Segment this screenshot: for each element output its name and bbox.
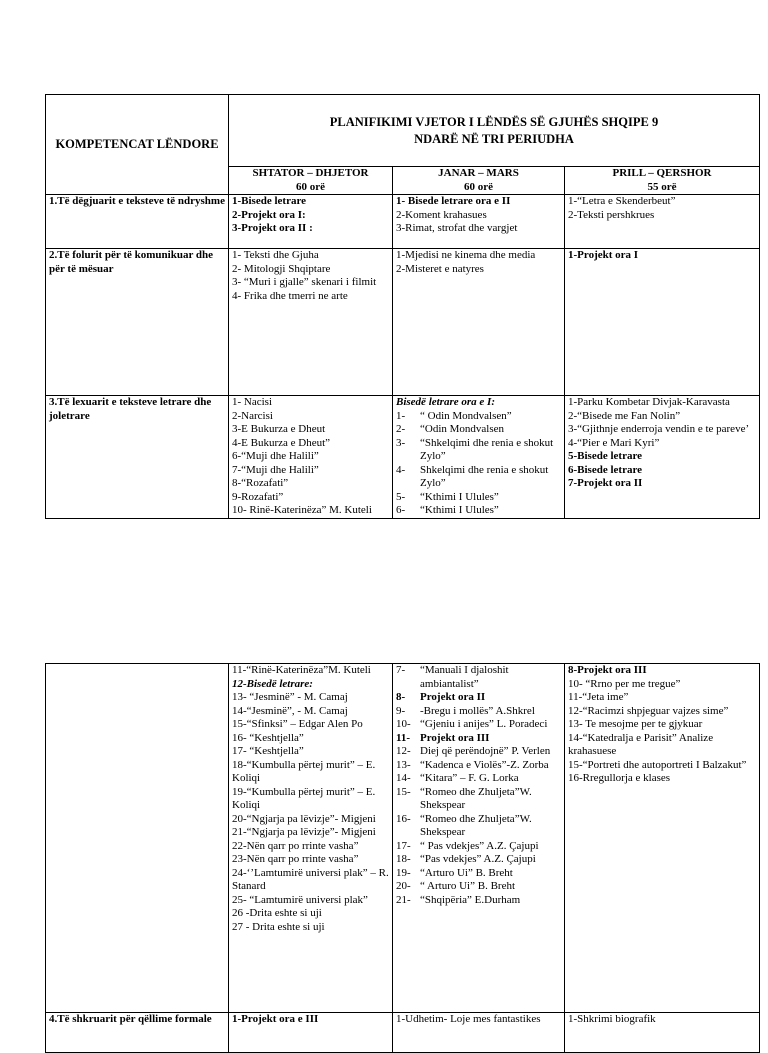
list-text: “Kthimi I Ulules” (420, 490, 499, 503)
list-item: 3-E Bukurza e Dheut (232, 423, 326, 435)
list-item: 1- Bisede letrare ora e II (396, 195, 511, 207)
plan-table-page1 (45, 94, 760, 519)
list-item: 20-“Ngjarja pa lëvizje”- Migjeni (232, 812, 376, 825)
table-row (46, 249, 760, 396)
list-item: 2-Projekt ora I: (232, 208, 306, 221)
title-line-2: NDARË NË TRI PERIUDHA (414, 131, 574, 146)
list-item: 1-Parku Kombetar Divjak-Karavasta (568, 396, 730, 408)
list-number: 10- (396, 718, 411, 730)
list-text: “Kadenca e Violës”-Z. Zorba (420, 758, 549, 771)
list-text: “ Odin Mondvalsen” (420, 409, 512, 422)
list-number: 15- (396, 785, 411, 798)
cell-row4-p3: 1-Shkrimi biografik (565, 1013, 760, 1053)
list-number: 1- (396, 409, 406, 422)
list-item: 25- “Lamtumirë universi plak” (232, 893, 368, 906)
period-hours: 60 orë (463, 180, 493, 193)
list-text: “Shqipëria” E.Durham (420, 893, 521, 906)
list-item (396, 491, 561, 505)
list-item: 4-E Bukurza e Dheut” (232, 436, 331, 449)
list-item: 1- Nacisi (232, 396, 273, 408)
list-item: 4- Frika dhe tmerri ne arte (232, 289, 348, 302)
period-header-3 (565, 167, 760, 195)
list-item: 12-“Racimzi shpjeguar vajzes sime” (568, 704, 729, 717)
list-item (396, 705, 561, 719)
list-number: 5- (396, 490, 406, 503)
list-item: 11-“Rinë-Katerinëza”M. Kuteli (232, 664, 371, 676)
period-header-1 (229, 167, 393, 195)
cell-cont-p2 (393, 664, 565, 1013)
list-number: 8- (396, 691, 406, 703)
list-item (396, 691, 561, 705)
list-item: 2-Misteret e natyres (396, 262, 484, 275)
list-item: 16- “Keshtjella” (232, 731, 304, 744)
list-number: 14- (396, 772, 411, 784)
numbered-list (396, 410, 561, 518)
list-item: 13- “Jesminë” - M. Camaj (232, 691, 348, 703)
list-item (396, 437, 561, 464)
list-text: Diej që perëndojnë” P. Verlen (420, 745, 551, 757)
list-item: 17- “Keshtjella” (232, 745, 304, 757)
list-item: 11-“Jeta ime” (568, 691, 629, 703)
period-header-2 (393, 167, 565, 195)
list-item: 1-Projekt ora I (568, 249, 639, 261)
list-number: 17- (396, 839, 411, 852)
list-item: 3- “Muri i gjalle” skenari i filmit (232, 276, 377, 288)
cell-cont-p3 (565, 664, 760, 1013)
list-text: Projekt ora II (420, 691, 486, 703)
list-item (396, 718, 561, 732)
list-text: “Manuali I djaloshit ambiantalist” (420, 664, 509, 690)
cell-row2-p3 (565, 249, 760, 396)
cell-row1-p1 (229, 195, 393, 249)
list-item (396, 664, 561, 691)
plan-table-page2 (45, 663, 760, 1053)
list-item: 10- “Rrno per me tregue” (568, 677, 681, 690)
cell-row3-p2 (393, 396, 565, 519)
list-number: 20- (396, 880, 411, 892)
list-item: 15-“Portreti dhe autoportreti I Balzakut” (568, 758, 747, 771)
list-item: 5-Bisede letrare (568, 450, 643, 462)
list-text: “Gjeniu i anijes” L. Poradeci (420, 718, 548, 730)
list-number: 21- (396, 893, 411, 906)
list-item: 8-Projekt ora III (568, 664, 647, 676)
list-text: Shkelqimi dhe renia e shokut Zylo” (420, 463, 549, 489)
list-item: 2-Koment krahasues (396, 208, 487, 221)
competency-cell: 2.Të folurit për të komunikuar dhe për të mësuar (46, 249, 229, 396)
cell-heading: Bisedë letrare ora e I: (396, 396, 495, 408)
list-item: 2- Mitologji Shqiptare (232, 262, 331, 275)
list-text: “Romeo dhe Zhuljeta”W. Shekspear (420, 812, 532, 838)
list-item: 18-“Kumbulla përtej murit” – E. Koliqi (232, 758, 376, 784)
list-item: 3-Projekt ora II : (232, 222, 313, 234)
list-item: 6-Bisede letrare (568, 463, 643, 476)
table-row (46, 396, 760, 519)
title-line-1: PLANIFIKIMI VJETOR I LËNDËS SË GJUHËS SHQIPE 9 (329, 114, 659, 129)
cell-row3-p1 (229, 396, 393, 519)
period-name: PRILL – QERSHOR (612, 167, 712, 179)
list-number: 13- (396, 758, 411, 771)
list-item (396, 732, 561, 746)
list-item: 2-“Bisede me Fan Nolin” (568, 409, 681, 422)
period-hours: 60 orë (295, 180, 325, 193)
cell-cont-p1 (229, 664, 393, 1013)
competency-cell: 4.Të shkruarit për qëllime formale (46, 1013, 229, 1053)
list-item: 3-“Gjithnje enderroja vendin e te pareve’ (568, 423, 750, 435)
period-name: SHTATOR – DHJETOR (252, 167, 369, 179)
list-text: “ Pas vdekjes” A.Z. Çajupi (420, 839, 539, 852)
list-item: 7-“Muji dhe Halili” (232, 463, 319, 476)
list-item (396, 423, 561, 437)
list-item: 1- Teksti dhe Gjuha (232, 249, 319, 261)
list-item: 1-Bisede letrare (232, 195, 307, 207)
list-item: 2-Narcisi (232, 409, 273, 422)
competencies-header-text: KOMPETENCAT LËNDORE (55, 137, 219, 151)
table-row (46, 195, 760, 249)
list-item: 19-“Kumbulla përtej murit” – E. Koliqi (232, 785, 376, 811)
list-item: 2-Teksti pershkrues (568, 208, 655, 221)
list-number: 12- (396, 745, 411, 757)
list-item: 8-“Rozafati” (232, 477, 289, 489)
list-item (396, 464, 561, 491)
list-item: 26 -Drita eshte si uji (232, 907, 322, 919)
list-number: 7- (396, 664, 406, 676)
list-text: “Romeo dhe Zhuljeta”W. Shekspear (420, 785, 532, 811)
list-number: 9- (396, 704, 406, 717)
table-row (46, 1013, 760, 1053)
list-number: 4- (396, 463, 406, 476)
list-item: 16-Rregullorja e klases (568, 772, 671, 784)
list-text: “Shkelqimi dhe renia e shokut Zylo” (420, 436, 554, 462)
list-number: 11- (396, 731, 411, 744)
list-item (396, 410, 561, 424)
list-number: 6- (396, 504, 406, 516)
cell-row2-p2 (393, 249, 565, 396)
cell-row4-p1: 1-Projekt ora e III (229, 1013, 393, 1053)
list-item (396, 840, 561, 854)
list-item: 21-“Ngjarja pa lëvizje”- Migjeni (232, 826, 376, 838)
period-hours: 55 orë (647, 180, 677, 193)
competency-cell-empty (46, 664, 229, 1013)
list-text: Projekt ora III (420, 731, 490, 744)
competency-cell: 3.Të lexuarit e teksteve letrare dhe joletrare (46, 396, 229, 519)
list-text: “Arturo Ui” B. Breht (420, 866, 513, 879)
competency-cell: 1.Të dëgjuarit e teksteve të ndryshme (46, 195, 229, 249)
list-item: 3-Rimat, strofat dhe vargjet (396, 222, 518, 234)
list-item (396, 880, 561, 894)
table-row (46, 664, 760, 1013)
cell-row3-p3 (565, 396, 760, 519)
list-item (396, 867, 561, 881)
list-item: 9-Rozafati” (232, 490, 284, 503)
list-item (396, 853, 561, 867)
list-item: 6-“Muji dhe Halili” (232, 450, 319, 462)
list-item: 14-“Jesminë”, - M. Camaj (232, 704, 348, 717)
cell-row2-p1 (229, 249, 393, 396)
list-item (396, 504, 561, 518)
list-item: 24-‘’Lamtumirë universi plak” – R. Stanard (232, 866, 389, 892)
list-item: 22-Nën qarr po rrinte vasha” (232, 839, 359, 852)
list-item (396, 772, 561, 786)
list-text: -Bregu i mollës” A.Shkrel (420, 704, 535, 717)
competencies-header (46, 95, 229, 195)
list-item: 1-Mjedisi ne kinema dhe media (396, 249, 536, 261)
list-item: 15-“Sfinksi” – Edgar Alen Po (232, 718, 363, 730)
cell-row4-p2: 1-Udhetim- Loje mes fantastikes (393, 1013, 565, 1053)
list-item: 12-Bisedë letrare: (232, 677, 313, 690)
list-number: 18- (396, 853, 411, 865)
list-number: 3- (396, 436, 406, 449)
list-item (396, 813, 561, 840)
list-number: 16- (396, 812, 411, 825)
list-text: “Pas vdekjes” A.Z. Çajupi (420, 853, 536, 865)
list-item: 14-“Katedralja e Parisit” Analize krahasuese (568, 731, 714, 757)
cell-row1-p2 (393, 195, 565, 249)
list-item (396, 759, 561, 773)
list-item: 10- Rinë-Katerinëza” M. Kuteli (232, 504, 372, 516)
table-title (229, 95, 760, 167)
list-number: 19- (396, 866, 411, 879)
list-item: 13- Te mesojme per te gjykuar (568, 718, 703, 730)
list-text: “Kitara” – F. G. Lorka (420, 772, 519, 784)
list-item (396, 745, 561, 759)
period-name: JANAR – MARS (438, 167, 519, 179)
list-item: 27 - Drita eshte si uji (232, 920, 325, 933)
list-number: 2- (396, 423, 406, 435)
list-text: “ Arturo Ui” B. Breht (420, 880, 516, 892)
list-item: 7-Projekt ora II (568, 477, 643, 489)
list-item (396, 786, 561, 813)
list-item: 23-Nën qarr po rrinte vasha” (232, 853, 359, 865)
list-text: “Odin Mondvalsen (420, 423, 505, 435)
cell-row1-p3 (565, 195, 760, 249)
list-item: 4-“Pier e Mari Kyri” (568, 436, 660, 449)
list-text: “Kthimi I Ulules” (420, 504, 499, 516)
list-item: 1-“Letra e Skenderbeut” (568, 195, 676, 207)
list-item (396, 894, 561, 908)
